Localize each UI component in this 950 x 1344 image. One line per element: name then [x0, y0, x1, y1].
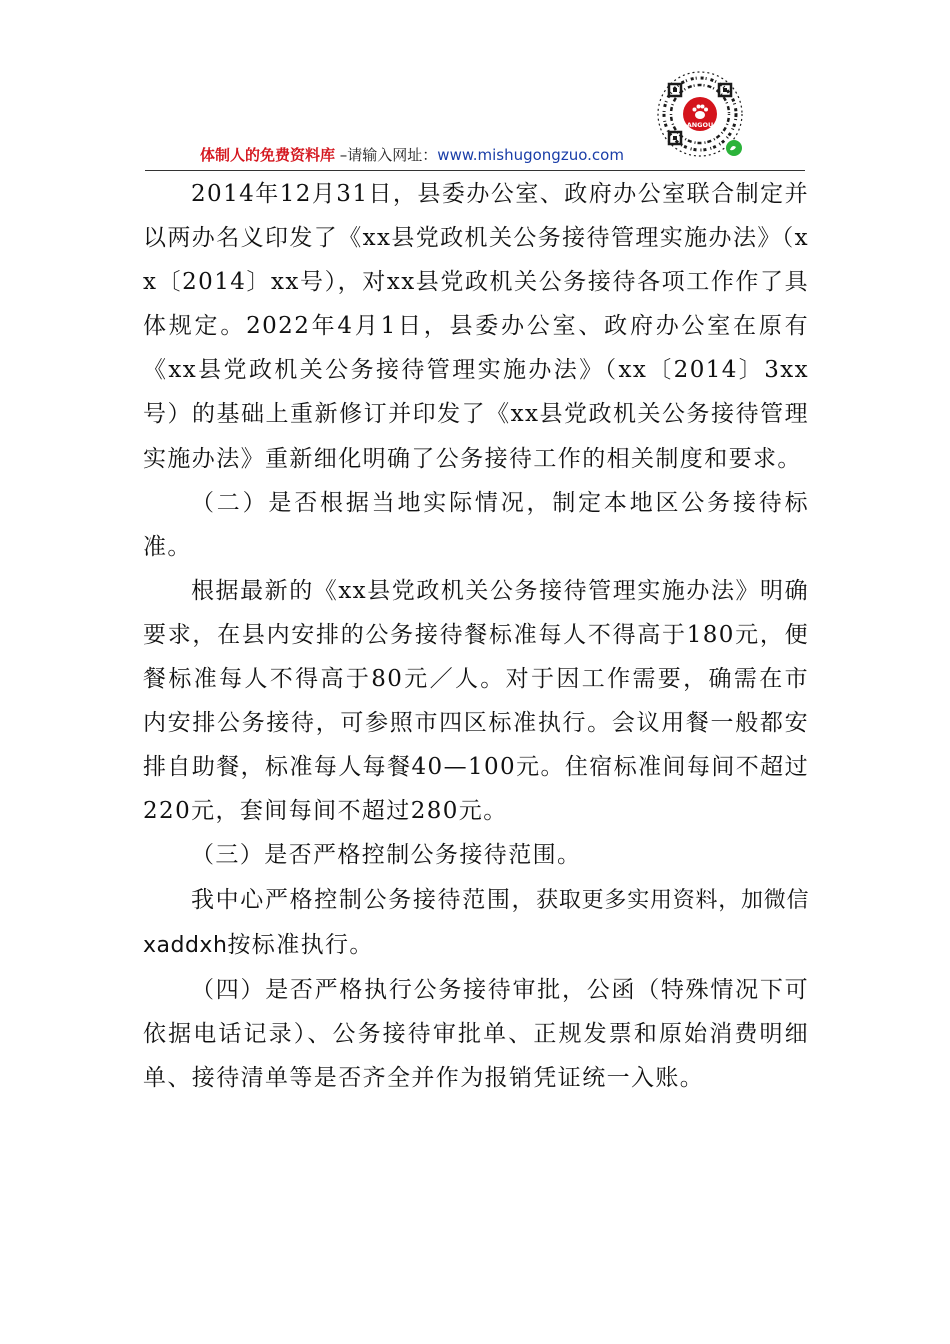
- paragraph: 根据最新的《xx县党政机关公务接待管理实施办法》明确要求，在县内安排的公务接待餐标准每人不得高于180元，便餐标准每人不得高于80元／人。对于因工作需要，确需在市内安排公务接待，可参照市四区标准执行。会议用餐一般都安排自助餐，标准每人每餐40—100元。住宿标准间每间不超过220元，套间每间不超过280元。: [143, 577, 809, 825]
- section-heading-3: （三）是否严格控制公务接待范围。: [191, 842, 582, 869]
- paragraph: [143, 878, 809, 968]
- logo-text: ANGOU: [686, 121, 714, 129]
- header-prompt: –请输入网址：: [335, 146, 438, 164]
- promo-text: 获取更多实用资料，加微信xaddxh: [143, 887, 809, 958]
- header-url-link[interactable]: www.mishugongzuo.com: [437, 146, 624, 164]
- header-brand: 体制人的免费资料库: [200, 146, 336, 164]
- section-heading-2: （二）是否根据当地实际情况，制定本地区公务接待标准。: [143, 489, 809, 560]
- section-heading-4: （四）是否严格执行公务接待审批，公函（特殊情况下可依据电话记录）、公务接待审批单、正规发票和原始消费明细单、接待清单等是否齐全并作为报销凭证统一入账。: [143, 976, 809, 1091]
- paragraph: 2014年12月31日，县委办公室、政府办公室联合制定并以两办名义印发了《xx县党政机关公务接待管理实施办法》（xx〔2014〕xx号），对xx县党政机关公务接待各项工作作了具体规定。2022年4月1日，县委办公室、政府办公室在原有《xx县党政机关公务接待管理实施办法》（xx〔2014〕3xx号）的基础上重新修订并印发了《xx县党政机关公务接待管理实施办法》重新细化明确了公务接待工作的相关制度和要求。: [143, 181, 810, 472]
- document-body: [143, 172, 809, 1100]
- paragraph-text: 我中心严格控制公务接待范围，: [191, 886, 537, 913]
- site-header: [145, 140, 805, 171]
- paragraph-text: 按标准执行。: [227, 931, 374, 958]
